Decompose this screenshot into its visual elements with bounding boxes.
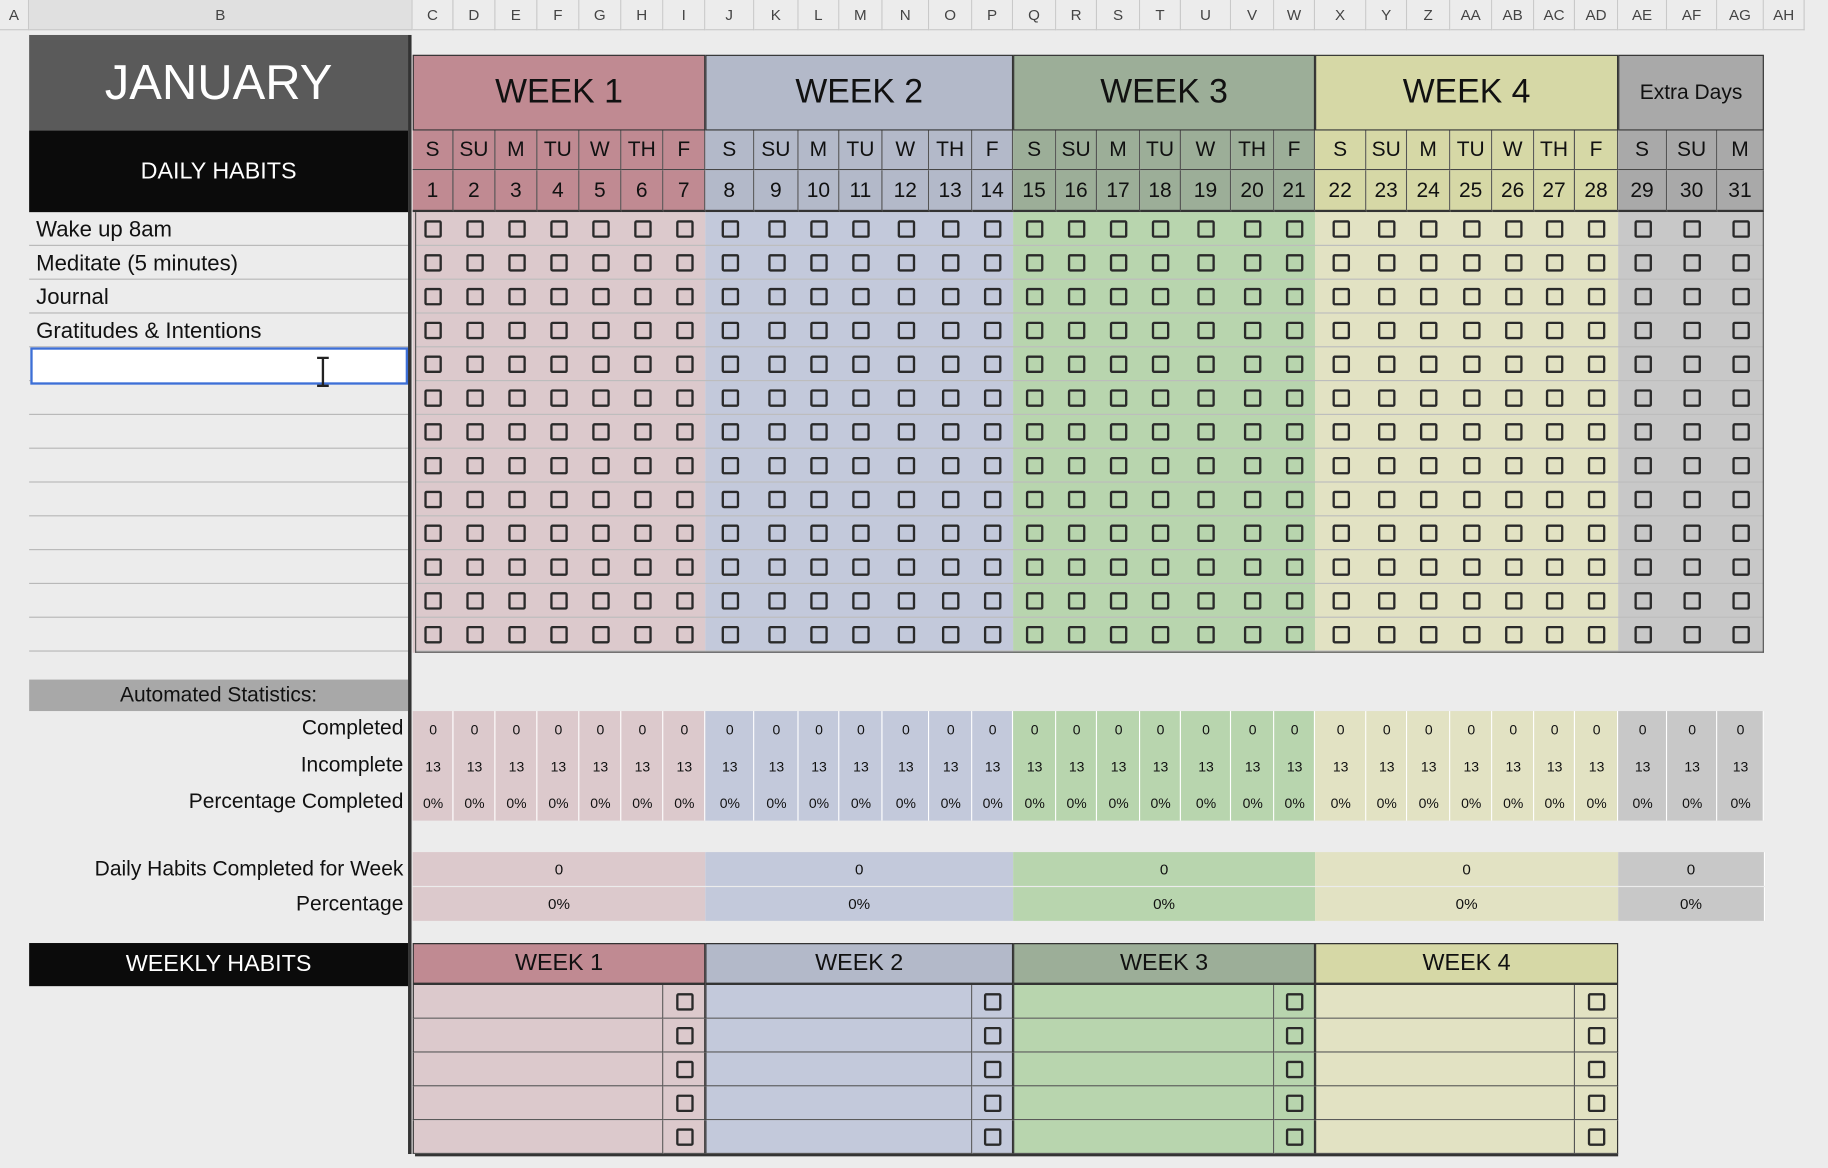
- incomplete-value: 13: [592, 758, 609, 776]
- weekly-habit-checkbox[interactable]: [1286, 993, 1303, 1010]
- weekly-habit-checkbox[interactable]: [1588, 1027, 1605, 1044]
- weekly-habit-checkbox[interactable]: [676, 993, 693, 1010]
- completed-value: 0: [1592, 721, 1601, 738]
- completed-value: 0: [470, 721, 479, 738]
- week-percentage-value: 0%: [1618, 887, 1765, 921]
- grid-border: [415, 212, 1764, 653]
- percentage-value: 0%: [1330, 794, 1351, 812]
- weekly-habit-cell[interactable]: [705, 1086, 972, 1120]
- column-header-t[interactable]: T: [1140, 0, 1181, 30]
- week-completed-value: 0: [1315, 852, 1619, 886]
- percentage-label: Percentage Completed: [188, 789, 404, 813]
- column-header-s[interactable]: S: [1097, 0, 1140, 30]
- day-letter: SU: [1667, 131, 1717, 171]
- day-number: 24: [1407, 170, 1450, 212]
- weekly-habit-checkbox[interactable]: [676, 1027, 693, 1044]
- weekly-habits-title: WEEKLY HABITS: [29, 943, 408, 986]
- day-number: 21: [1274, 170, 1315, 212]
- column-header-h[interactable]: H: [621, 0, 663, 30]
- week-header-5: Extra Days: [1618, 55, 1764, 131]
- incomplete-value: 13: [1588, 758, 1605, 776]
- column-header-r[interactable]: R: [1056, 0, 1097, 30]
- weekly-week-header-4: WEEK 4: [1315, 943, 1618, 985]
- completed-value: 0: [680, 721, 689, 738]
- day-letter: W: [579, 131, 621, 171]
- weekly-habit-checkbox[interactable]: [984, 1128, 1001, 1145]
- incomplete-value: 13: [1634, 758, 1651, 776]
- day-number: 3: [495, 170, 537, 212]
- selected-cell[interactable]: [30, 347, 408, 384]
- column-header-e[interactable]: E: [495, 0, 537, 30]
- habit-cell[interactable]: [29, 449, 408, 483]
- day-letter: SU: [754, 131, 798, 171]
- day-number: 6: [621, 170, 663, 212]
- completed-value: 0: [1072, 721, 1081, 738]
- week-header-1: WEEK 1: [413, 55, 706, 131]
- column-header-i[interactable]: I: [663, 0, 705, 30]
- habit-cell[interactable]: Wake up 8am: [29, 212, 408, 246]
- incomplete-value: 13: [466, 758, 483, 776]
- day-number: 25: [1450, 170, 1492, 212]
- column-header-af[interactable]: AF: [1667, 0, 1717, 30]
- incomplete-value: 13: [1026, 758, 1043, 776]
- day-letter: TH: [621, 131, 663, 171]
- percentage-value: 0%: [1108, 794, 1129, 812]
- weekly-bottom-border: [415, 1154, 1618, 1156]
- day-number: 4: [537, 170, 579, 212]
- percentage-value: 0%: [422, 794, 444, 812]
- percentage-value: 0%: [1586, 794, 1607, 812]
- day-letter: S: [1618, 131, 1667, 171]
- percentage-value: 0%: [850, 794, 872, 812]
- completed-value: 0: [638, 721, 647, 738]
- column-header-w[interactable]: W: [1274, 0, 1315, 30]
- week-percentage-value: 0%: [1013, 887, 1316, 921]
- completed-value: 0: [512, 721, 521, 738]
- incomplete-value: 13: [811, 758, 827, 776]
- day-number: 15: [1013, 170, 1056, 212]
- percentage-value: 0%: [1195, 794, 1217, 812]
- weekly-habit-checkbox[interactable]: [984, 1095, 1001, 1112]
- day-letter: W: [883, 131, 930, 171]
- habit-cell[interactable]: [29, 516, 408, 550]
- column-header-y[interactable]: Y: [1366, 0, 1407, 30]
- incomplete-value: 13: [722, 758, 738, 776]
- column-header-k[interactable]: K: [754, 0, 798, 30]
- day-number: 16: [1056, 170, 1097, 212]
- day-number: 11: [839, 170, 882, 212]
- percentage-value: 0%: [766, 794, 787, 812]
- column-header-ag[interactable]: AG: [1717, 0, 1764, 30]
- day-number: 14: [972, 170, 1013, 212]
- incomplete-value: 13: [1152, 758, 1169, 776]
- completed-value: 0: [1202, 721, 1210, 738]
- day-letter: SU: [1366, 131, 1407, 171]
- day-number: 7: [663, 170, 705, 212]
- column-header-m[interactable]: M: [839, 0, 882, 30]
- incomplete-value: 13: [1378, 758, 1395, 776]
- day-number: 1: [413, 170, 454, 212]
- weekly-habit-cell[interactable]: [1315, 1120, 1575, 1154]
- habit-cell[interactable]: Gratitudes & Intentions: [29, 314, 408, 348]
- day-number: 20: [1231, 170, 1274, 212]
- weekly-week-header-2: WEEK 2: [705, 943, 1013, 985]
- column-header-p[interactable]: P: [972, 0, 1013, 30]
- weekly-habit-checkbox[interactable]: [1588, 1128, 1605, 1145]
- week-completed-value: 0: [1618, 852, 1765, 886]
- column-header-ah[interactable]: AH: [1764, 0, 1805, 30]
- column-header-u[interactable]: U: [1181, 0, 1231, 30]
- column-header-g[interactable]: G: [579, 0, 621, 30]
- day-number: 28: [1575, 170, 1618, 212]
- percentage-value: 0%: [548, 794, 569, 812]
- completed-value: 0: [1424, 721, 1433, 738]
- day-number: 12: [883, 170, 930, 212]
- weekly-habit-cell[interactable]: [1315, 985, 1575, 1019]
- day-letter: TU: [839, 131, 882, 171]
- weekly-habit-checkbox[interactable]: [1588, 1095, 1605, 1112]
- weekly-habit-checkbox[interactable]: [1286, 1095, 1303, 1112]
- day-number: 13: [929, 170, 972, 212]
- week-completed-value: 0: [413, 852, 707, 886]
- completed-value: 0: [1467, 721, 1476, 738]
- column-header-c[interactable]: C: [413, 0, 454, 30]
- weekly-habit-checkbox[interactable]: [1588, 993, 1605, 1010]
- incomplete-value: 13: [942, 758, 959, 776]
- incomplete-label: Incomplete: [300, 753, 404, 777]
- completed-value: 0: [815, 721, 823, 738]
- frozen-divider: [408, 35, 411, 1154]
- completed-value: 0: [1382, 721, 1391, 738]
- day-letter: M: [1407, 131, 1450, 171]
- weekly-habit-cell[interactable]: [1013, 1019, 1274, 1053]
- completed-value: 0: [554, 721, 563, 738]
- percentage-value: 0%: [674, 794, 695, 812]
- column-header-n[interactable]: N: [883, 0, 930, 30]
- day-letter: TH: [1534, 131, 1575, 171]
- weekly-habit-cell[interactable]: [1013, 1086, 1274, 1120]
- day-number: 9: [754, 170, 798, 212]
- completed-value: 0: [1030, 721, 1039, 738]
- week-percentage-value: 0%: [1315, 887, 1619, 921]
- incomplete-value: 13: [1068, 758, 1085, 776]
- habit-cell[interactable]: [29, 415, 408, 449]
- week-header-4: WEEK 4: [1315, 55, 1618, 131]
- day-letter: F: [1575, 131, 1618, 171]
- stats-title: Automated Statistics:: [29, 680, 408, 711]
- column-header-v[interactable]: V: [1231, 0, 1274, 30]
- incomplete-value: 13: [425, 758, 441, 776]
- weekly-habit-checkbox[interactable]: [676, 1061, 693, 1078]
- day-number: 5: [579, 170, 621, 212]
- incomplete-value: 13: [1110, 758, 1127, 776]
- incomplete-value: 13: [1286, 758, 1303, 776]
- week-completed-label: Daily Habits Completed for Week: [94, 856, 404, 881]
- completed-value: 0: [1736, 721, 1745, 738]
- habit-cell[interactable]: [29, 618, 408, 652]
- percentage-value: 0%: [719, 794, 740, 812]
- week-header-3: WEEK 3: [1013, 55, 1315, 131]
- completed-value: 0: [857, 721, 865, 738]
- percentage-value: 0%: [1544, 794, 1565, 812]
- weekly-habit-checkbox[interactable]: [984, 1061, 1001, 1078]
- weekly-habit-cell[interactable]: [705, 1120, 972, 1154]
- incomplete-value: 13: [1732, 758, 1749, 776]
- completed-value: 0: [429, 721, 438, 738]
- day-number: 18: [1140, 170, 1181, 212]
- column-header-d[interactable]: D: [454, 0, 496, 30]
- incomplete-value: 13: [1546, 758, 1563, 776]
- incomplete-value: 13: [768, 758, 785, 776]
- day-letter: S: [413, 131, 454, 171]
- completed-value: 0: [988, 721, 997, 738]
- column-header-j[interactable]: J: [705, 0, 754, 30]
- percentage-value: 0%: [1150, 794, 1171, 812]
- habit-cell[interactable]: [29, 483, 408, 517]
- column-header-o[interactable]: O: [929, 0, 972, 30]
- completed-value: 0: [1638, 721, 1647, 738]
- completed-value: 0: [1550, 721, 1559, 738]
- percentage-value: 0%: [1418, 794, 1439, 812]
- incomplete-value: 13: [676, 758, 693, 776]
- column-header-ad[interactable]: AD: [1575, 0, 1618, 30]
- completed-value: 0: [596, 721, 605, 738]
- weekly-habit-checkbox[interactable]: [984, 1027, 1001, 1044]
- day-letter: M: [1097, 131, 1140, 171]
- completed-value: 0: [1509, 721, 1518, 738]
- day-number: 17: [1097, 170, 1140, 212]
- completed-value: 0: [1248, 721, 1257, 738]
- weekly-habit-checkbox[interactable]: [1286, 1128, 1303, 1145]
- percentage-value: 0%: [940, 794, 961, 812]
- column-header-z[interactable]: Z: [1407, 0, 1450, 30]
- day-letter: SU: [1056, 131, 1097, 171]
- day-letter: TU: [537, 131, 579, 171]
- week-percentage-value: 0%: [413, 887, 707, 921]
- column-header-x[interactable]: X: [1315, 0, 1366, 30]
- percentage-value: 0%: [590, 794, 611, 812]
- weekly-habit-checkbox[interactable]: [1286, 1027, 1303, 1044]
- day-letter: M: [799, 131, 840, 171]
- column-header-a[interactable]: A: [0, 0, 29, 30]
- percentage-value: 0%: [1461, 794, 1482, 812]
- weekly-habit-checkbox[interactable]: [676, 1128, 693, 1145]
- habit-cell[interactable]: [29, 550, 408, 584]
- week-completed-value: 0: [705, 852, 1014, 886]
- percentage-value: 0%: [808, 794, 830, 812]
- weekly-habit-checkbox[interactable]: [1286, 1061, 1303, 1078]
- incomplete-value: 13: [1244, 758, 1261, 776]
- text-cursor-icon: [315, 356, 331, 389]
- percentage-value: 0%: [1284, 794, 1305, 812]
- weekly-habit-cell[interactable]: [1315, 1053, 1575, 1087]
- day-number: 29: [1618, 170, 1667, 212]
- incomplete-value: 13: [634, 758, 651, 776]
- column-header-b[interactable]: B: [29, 0, 413, 30]
- percentage-value: 0%: [982, 794, 1003, 812]
- weekly-habit-checkbox[interactable]: [984, 993, 1001, 1010]
- day-letter: F: [663, 131, 705, 171]
- column-header-ab[interactable]: AB: [1492, 0, 1534, 30]
- incomplete-value: 13: [1420, 758, 1437, 776]
- daily-habits-title: DAILY HABITS: [29, 131, 408, 213]
- incomplete-value: 13: [898, 758, 914, 776]
- habit-cell[interactable]: Journal: [29, 280, 408, 314]
- completed-value: 0: [1114, 721, 1123, 738]
- incomplete-value: 13: [1505, 758, 1522, 776]
- day-letter: S: [705, 131, 754, 171]
- percentage-value: 0%: [464, 794, 485, 812]
- weekly-habit-cell[interactable]: [1013, 985, 1274, 1019]
- month-title: JANUARY: [29, 35, 408, 131]
- day-number: 31: [1717, 170, 1764, 212]
- column-header-l[interactable]: L: [799, 0, 840, 30]
- day-letter: W: [1181, 131, 1231, 171]
- weekly-habit-checkbox[interactable]: [676, 1095, 693, 1112]
- day-letter: M: [495, 131, 537, 171]
- column-header-f[interactable]: F: [537, 0, 579, 30]
- day-number: 10: [799, 170, 840, 212]
- percentage-value: 0%: [1682, 794, 1703, 812]
- weekly-habit-cell[interactable]: [413, 1053, 664, 1087]
- weekly-habit-cell[interactable]: [413, 985, 664, 1019]
- day-number: 19: [1181, 170, 1231, 212]
- day-number: 30: [1667, 170, 1717, 212]
- weekly-habit-cell[interactable]: [1013, 1053, 1274, 1087]
- column-header-q[interactable]: Q: [1013, 0, 1056, 30]
- incomplete-value: 13: [508, 758, 525, 776]
- weekly-habit-cell[interactable]: [413, 1086, 664, 1120]
- day-number: 2: [454, 170, 496, 212]
- weekly-habit-checkbox[interactable]: [1588, 1061, 1605, 1078]
- day-number: 22: [1315, 170, 1366, 212]
- day-letter: SU: [454, 131, 496, 171]
- weekly-habit-cell[interactable]: [413, 1120, 664, 1154]
- percentage-value: 0%: [895, 794, 916, 812]
- incomplete-value: 13: [1332, 758, 1349, 776]
- day-number: 8: [705, 170, 754, 212]
- completed-value: 0: [725, 721, 734, 738]
- completed-value: 0: [1336, 721, 1345, 738]
- percentage-value: 0%: [1242, 794, 1263, 812]
- incomplete-value: 13: [1684, 758, 1700, 776]
- day-letter: TH: [1231, 131, 1274, 171]
- week-percentage-label: Percentage: [296, 891, 404, 916]
- day-letter: S: [1315, 131, 1366, 171]
- column-header-ac[interactable]: AC: [1534, 0, 1575, 30]
- week-header-2: WEEK 2: [705, 55, 1013, 131]
- incomplete-value: 13: [550, 758, 567, 776]
- completed-value: 0: [1156, 721, 1165, 738]
- day-letter: TH: [929, 131, 972, 171]
- percentage-value: 0%: [506, 794, 527, 812]
- weekly-week-header-3: WEEK 3: [1013, 943, 1315, 985]
- day-number: 26: [1492, 170, 1534, 212]
- percentage-value: 0%: [1024, 794, 1045, 812]
- weekly-week-header-1: WEEK 1: [413, 943, 706, 985]
- day-number: 27: [1534, 170, 1575, 212]
- day-letter: S: [1013, 131, 1056, 171]
- column-header-ae[interactable]: AE: [1618, 0, 1667, 30]
- day-letter: W: [1492, 131, 1534, 171]
- weekly-habit-cell[interactable]: [705, 1053, 972, 1087]
- percentage-value: 0%: [1066, 794, 1087, 812]
- day-letter: M: [1717, 131, 1764, 171]
- completed-value: 0: [772, 721, 781, 738]
- day-letter: F: [972, 131, 1013, 171]
- day-letter: TU: [1140, 131, 1181, 171]
- incomplete-value: 13: [1463, 758, 1480, 776]
- percentage-value: 0%: [1632, 794, 1653, 812]
- habit-cell[interactable]: [29, 381, 408, 415]
- week-completed-value: 0: [1013, 852, 1316, 886]
- day-letter: F: [1274, 131, 1315, 171]
- percentage-value: 0%: [1376, 794, 1397, 812]
- habit-cell[interactable]: [29, 584, 408, 618]
- incomplete-value: 13: [1198, 758, 1214, 776]
- day-number: 23: [1366, 170, 1407, 212]
- completed-value: 0: [1290, 721, 1299, 738]
- weekly-habit-cell[interactable]: [413, 1019, 664, 1053]
- completed-value: 0: [946, 721, 955, 738]
- incomplete-value: 13: [853, 758, 869, 776]
- column-header-aa[interactable]: AA: [1450, 0, 1492, 30]
- incomplete-value: 13: [984, 758, 1001, 776]
- weekly-habit-cell[interactable]: [1315, 1019, 1575, 1053]
- percentage-value: 0%: [1503, 794, 1524, 812]
- day-letter: TU: [1450, 131, 1492, 171]
- habit-cell[interactable]: Meditate (5 minutes): [29, 246, 408, 280]
- weekly-habit-cell[interactable]: [705, 1019, 972, 1053]
- percentage-value: 0%: [1730, 794, 1751, 812]
- weekly-habit-cell[interactable]: [1315, 1086, 1575, 1120]
- completed-value: 0: [1688, 721, 1697, 738]
- completed-label: Completed: [301, 715, 404, 740]
- weekly-habit-cell[interactable]: [1013, 1120, 1274, 1154]
- week-percentage-value: 0%: [705, 887, 1014, 921]
- percentage-value: 0%: [632, 794, 653, 812]
- weekly-habit-cell[interactable]: [705, 985, 972, 1019]
- completed-value: 0: [901, 721, 910, 738]
